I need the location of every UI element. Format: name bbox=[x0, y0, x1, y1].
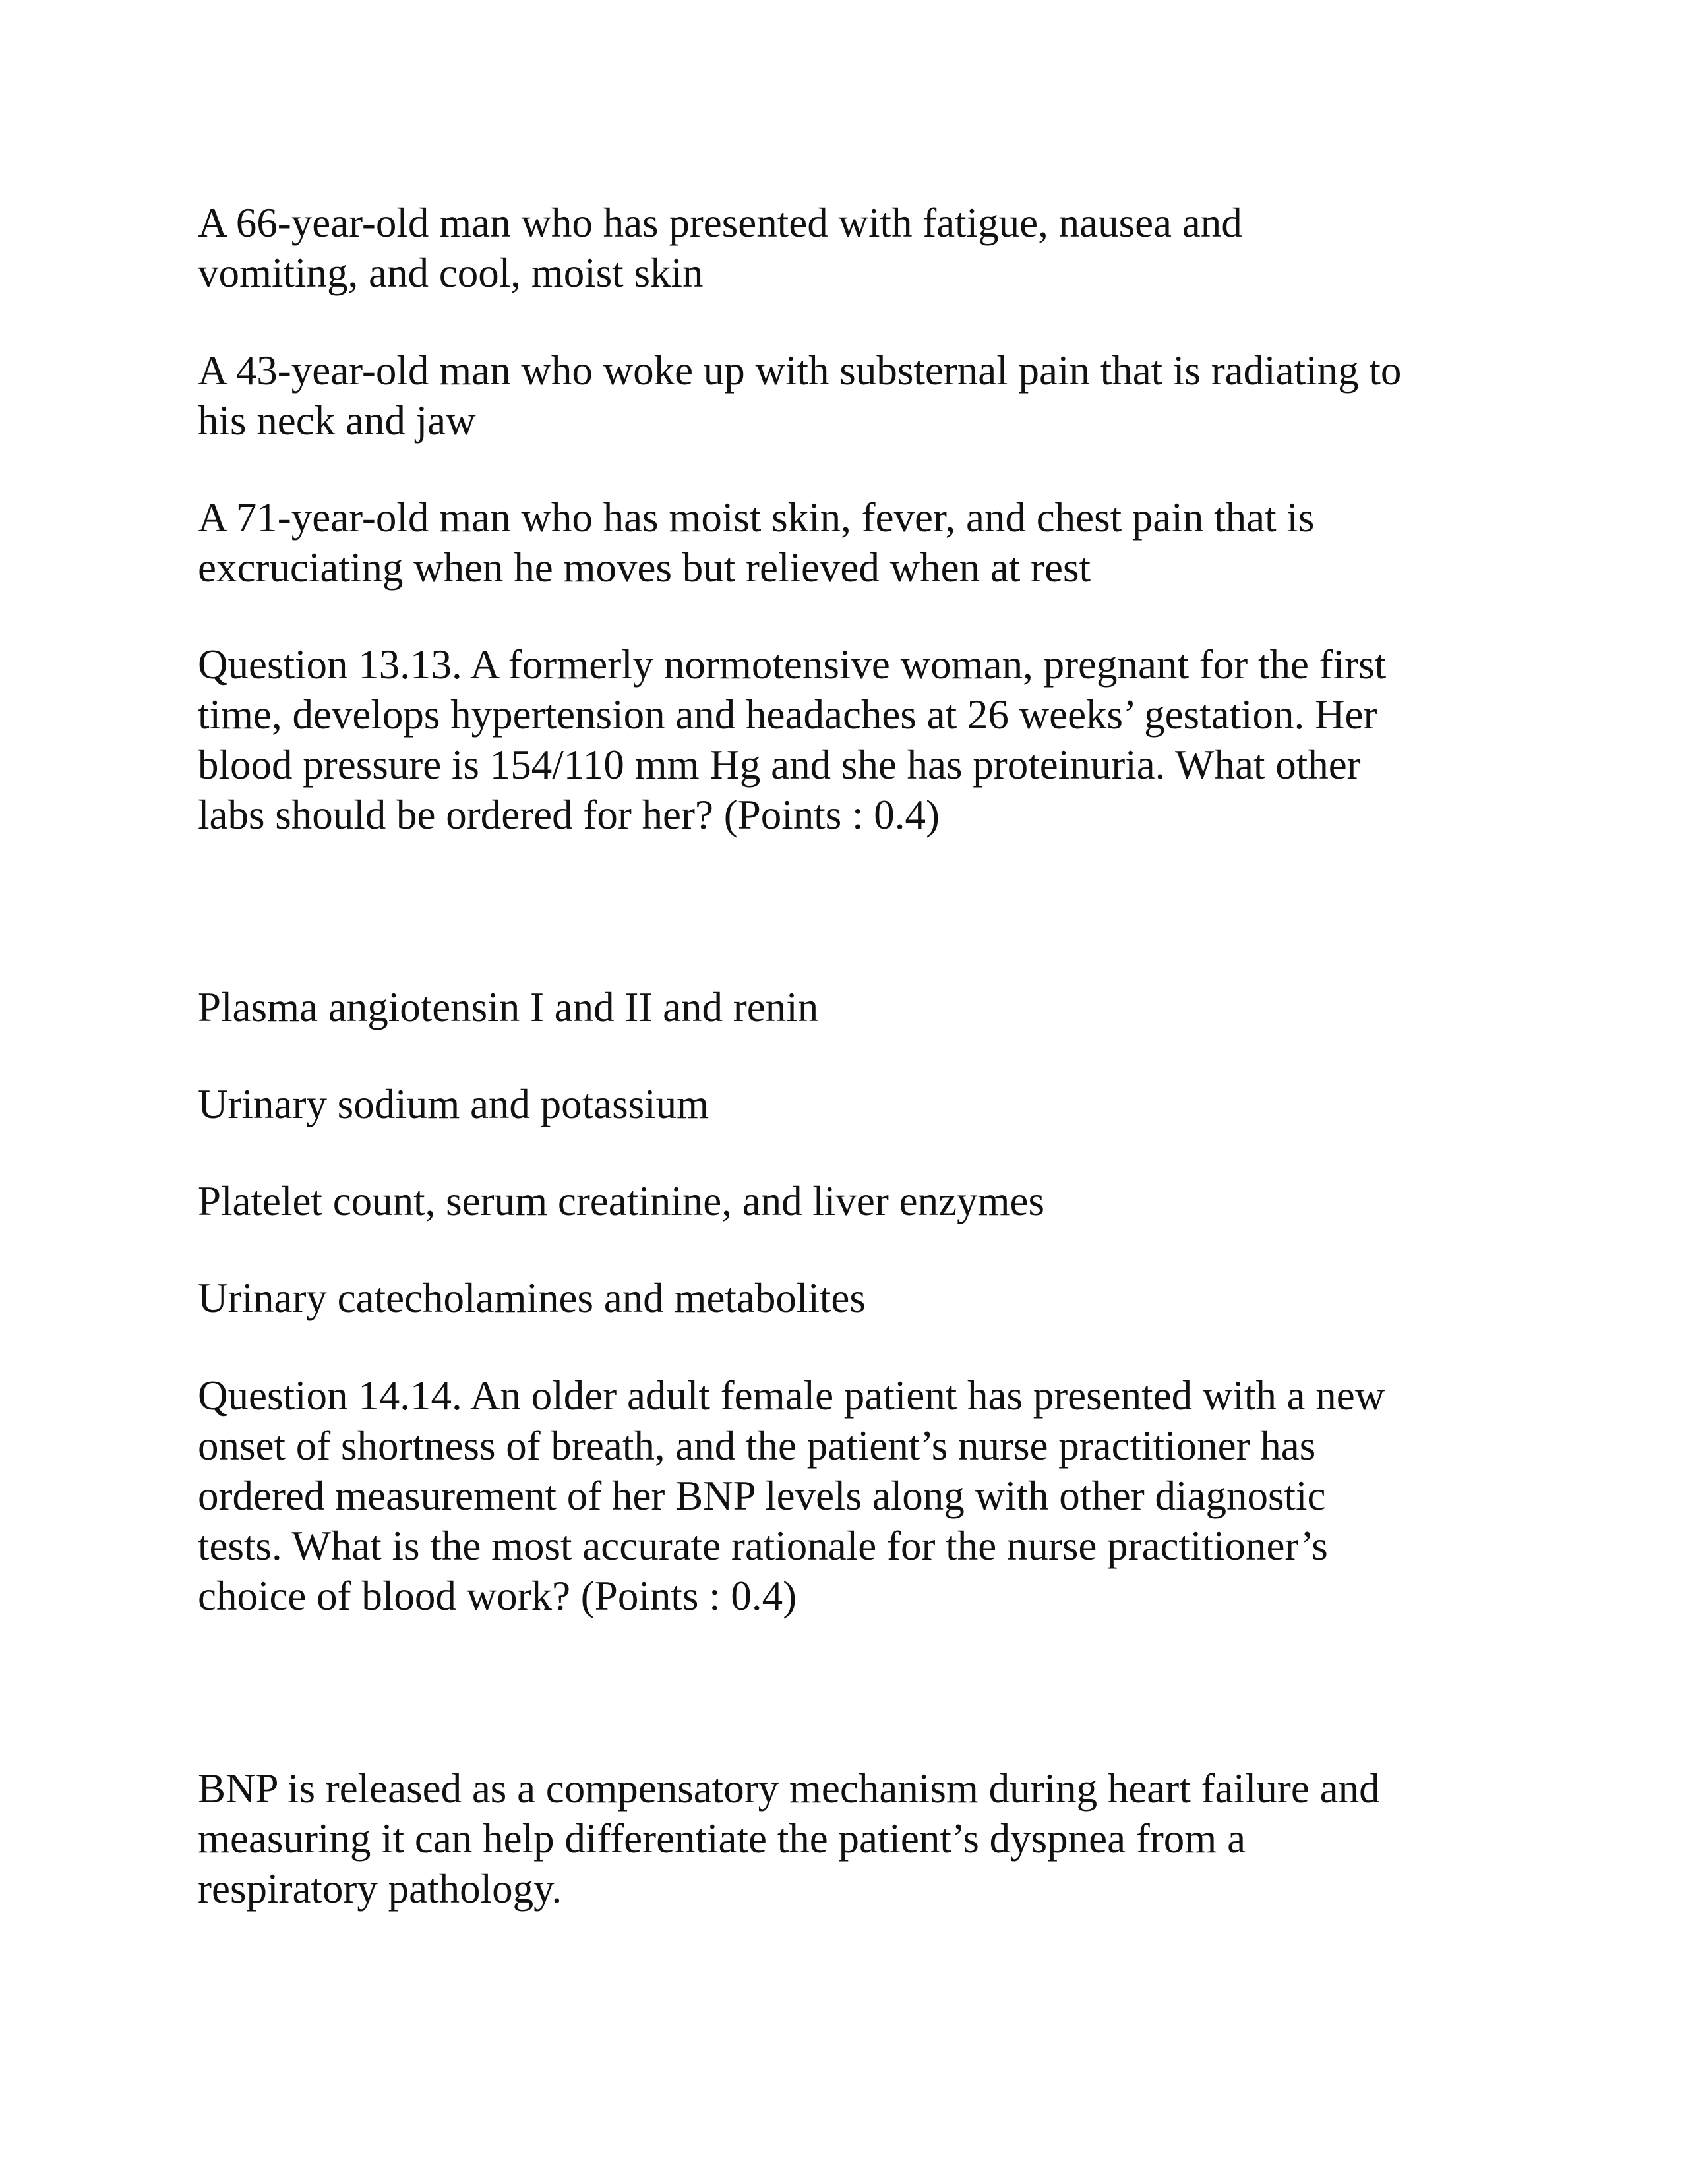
text-line: A 43-year-old man who woke up with substernal pain that is radiating to bbox=[198, 347, 1402, 394]
text-line: blood pressure is 154/110 mm Hg and she has proteinuria. What other bbox=[198, 742, 1361, 788]
text-line: BNP is released as a compensatory mechanism during heart failure and bbox=[198, 1765, 1380, 1812]
answer-option-71-year-old-man bbox=[198, 492, 1314, 593]
text-line: his neck and jaw bbox=[198, 398, 476, 444]
text-line: Platelet count, serum creatinine, and liver enzymes bbox=[198, 1178, 1045, 1224]
text-line: time, develops hypertension and headaches at 26 weeks’ gestation. Her bbox=[198, 692, 1377, 738]
text-line: Plasma angiotensin I and II and renin bbox=[198, 984, 819, 1030]
answer-option-bnp-rationale bbox=[198, 1763, 1380, 1914]
text-line: onset of shortness of breath, and the patient’s nurse practitioner has bbox=[198, 1423, 1316, 1469]
text-line: labs should be ordered for her? (Points : 0.4) bbox=[198, 792, 940, 838]
text-line: Urinary catecholamines and metabolites bbox=[198, 1275, 866, 1321]
text-line: ordered measurement of her BNP levels along with other diagnostic bbox=[198, 1473, 1326, 1519]
text-line: A 71-year-old man who has moist skin, fever, and chest pain that is bbox=[198, 494, 1315, 541]
text-line: measuring it can help differentiate the patient’s dyspnea from a bbox=[198, 1815, 1246, 1862]
question-14-14 bbox=[198, 1371, 1385, 1621]
answer-option-plasma-angiotensin bbox=[198, 982, 818, 1032]
text-line: respiratory pathology. bbox=[198, 1866, 562, 1912]
answer-option-43-year-old-man bbox=[198, 345, 1401, 446]
answer-option-platelet-count bbox=[198, 1176, 1044, 1226]
text-line: Question 13.13. A formerly normotensive woman, pregnant for the first bbox=[198, 641, 1387, 688]
answer-option-66-year-old-man bbox=[198, 198, 1242, 298]
text-line: tests. What is the most accurate rationale for the nurse practitioner’s bbox=[198, 1523, 1328, 1569]
text-line: A 66-year-old man who has presented with fatigue, nausea and bbox=[198, 200, 1242, 246]
text-line: Urinary sodium and potassium bbox=[198, 1081, 709, 1127]
question-13-13 bbox=[198, 639, 1386, 840]
text-line: choice of blood work? (Points : 0.4) bbox=[198, 1573, 797, 1619]
text-line: excruciating when he moves but relieved when at rest bbox=[198, 545, 1091, 591]
text-line: Question 14.14. An older adult female patient has presented with a new bbox=[198, 1372, 1385, 1419]
answer-option-urinary-catecholamines bbox=[198, 1273, 866, 1323]
answer-option-urinary-sodium bbox=[198, 1079, 709, 1129]
text-line: vomiting, and cool, moist skin bbox=[198, 250, 704, 296]
